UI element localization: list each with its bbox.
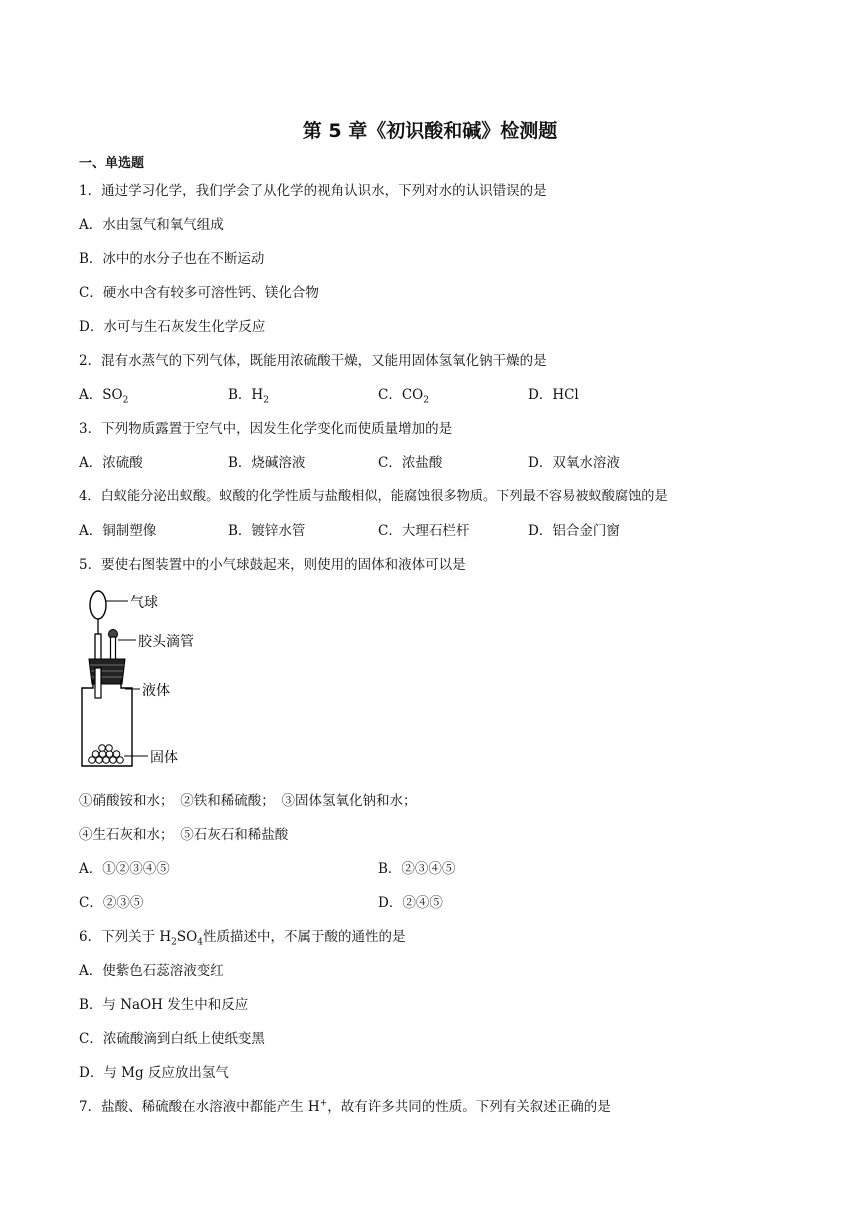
question-1-option-c: C．硬水中含有较多可溶性钙、镁化合物 <box>79 285 319 301</box>
question-3-option-a: A．浓硫酸 <box>79 455 143 471</box>
question-2-option-d: D．HCl <box>528 387 579 403</box>
question-4-option-d: D．铝合金门窗 <box>528 523 620 539</box>
question-6-option-a: A．使紫色石蕊溶液变红 <box>79 963 224 979</box>
question-5-choices-line-2: ④生石灰和水； ⑤石灰石和稀盐酸 <box>79 827 289 843</box>
question-1-option-d: D．水可与生石灰发生化学反应 <box>79 319 266 335</box>
question-6-option-b: B．与 NaOH 发生中和反应 <box>79 997 249 1013</box>
question-5-choices-line-1: ①硝酸铵和水； ②铁和稀硫酸； ③固体氢氧化钠和水； <box>79 793 417 809</box>
label-dropper: 胶头滴管 <box>138 634 194 650</box>
question-4-option-c: C．大理石栏杆 <box>378 523 470 539</box>
balloon-shape <box>90 591 106 619</box>
question-6-stem: 6．下列关于 $H_2SO_4$性质描述中，不属于酸的通性的是 <box>79 929 406 948</box>
apparatus-figure <box>76 588 216 774</box>
question-2-stem: 2．混有水蒸气的下列气体，既能用浓硫酸干燥，又能用固体氢氧化钠干燥的是 <box>79 353 547 369</box>
section-heading: 一、单选题 <box>79 156 145 171</box>
question-5-stem: 5．要使右图装置中的小气球鼓起来，则使用的固体和液体可以是 <box>79 557 466 573</box>
question-5-option-a: A．①②③④⑤ <box>79 861 170 877</box>
label-balloon: 气球 <box>130 595 158 611</box>
question-2-option-c: C．$CO_2$ <box>378 387 429 406</box>
question-3-stem: 3．下列物质露置于空气中，因发生化学变化而使质量增加的是 <box>79 421 453 437</box>
label-solid: 固体 <box>150 750 178 766</box>
question-1-stem: 1．通过学习化学，我们学会了从化学的视角认识水，下列对水的认识错误的是 <box>79 183 547 199</box>
label-liquid: 液体 <box>142 683 170 699</box>
question-3-option-c: C．浓盐酸 <box>378 455 443 471</box>
question-7-stem: 7．盐酸、稀硫酸在水溶液中都能产生 H+，故有许多共同的性质。下列有关叙述正确的是 <box>79 1098 611 1115</box>
question-4-stem: 4．白蚁能分泌出蚁酸。蚁酸的化学性质与盐酸相似，能腐蚀很多物质。下列最不容易被蚁酸腐蚀的是 <box>79 489 668 504</box>
question-4-option-b: B．镀锌水管 <box>228 523 306 539</box>
question-3-option-d: D．双氧水溶液 <box>528 455 620 471</box>
question-3-option-b: B．烧碱溶液 <box>228 455 306 471</box>
question-5-option-c: C．②③⑤ <box>79 895 144 911</box>
question-6-option-c: C．浓硫酸滴到白纸上使纸变黑 <box>79 1031 265 1047</box>
question-5-option-b: B．②③④⑤ <box>378 861 456 877</box>
page-title: 第 5 章《初识酸和碱》检测题 <box>302 120 558 142</box>
question-6-option-d: D．与 Mg 反应放出氢气 <box>79 1065 229 1081</box>
question-4-option-a: A．铜制塑像 <box>79 523 157 539</box>
question-2-option-a: A．$SO_2$ <box>79 387 129 406</box>
question-1-option-b: B．冰中的水分子也在不断运动 <box>79 251 265 267</box>
question-5-option-d: D．②④⑤ <box>378 895 443 911</box>
solid-granules <box>89 745 124 764</box>
question-2-option-b: B．$H_2$ <box>228 387 269 406</box>
question-1-option-a: A．水由氢气和氧气组成 <box>79 217 224 233</box>
